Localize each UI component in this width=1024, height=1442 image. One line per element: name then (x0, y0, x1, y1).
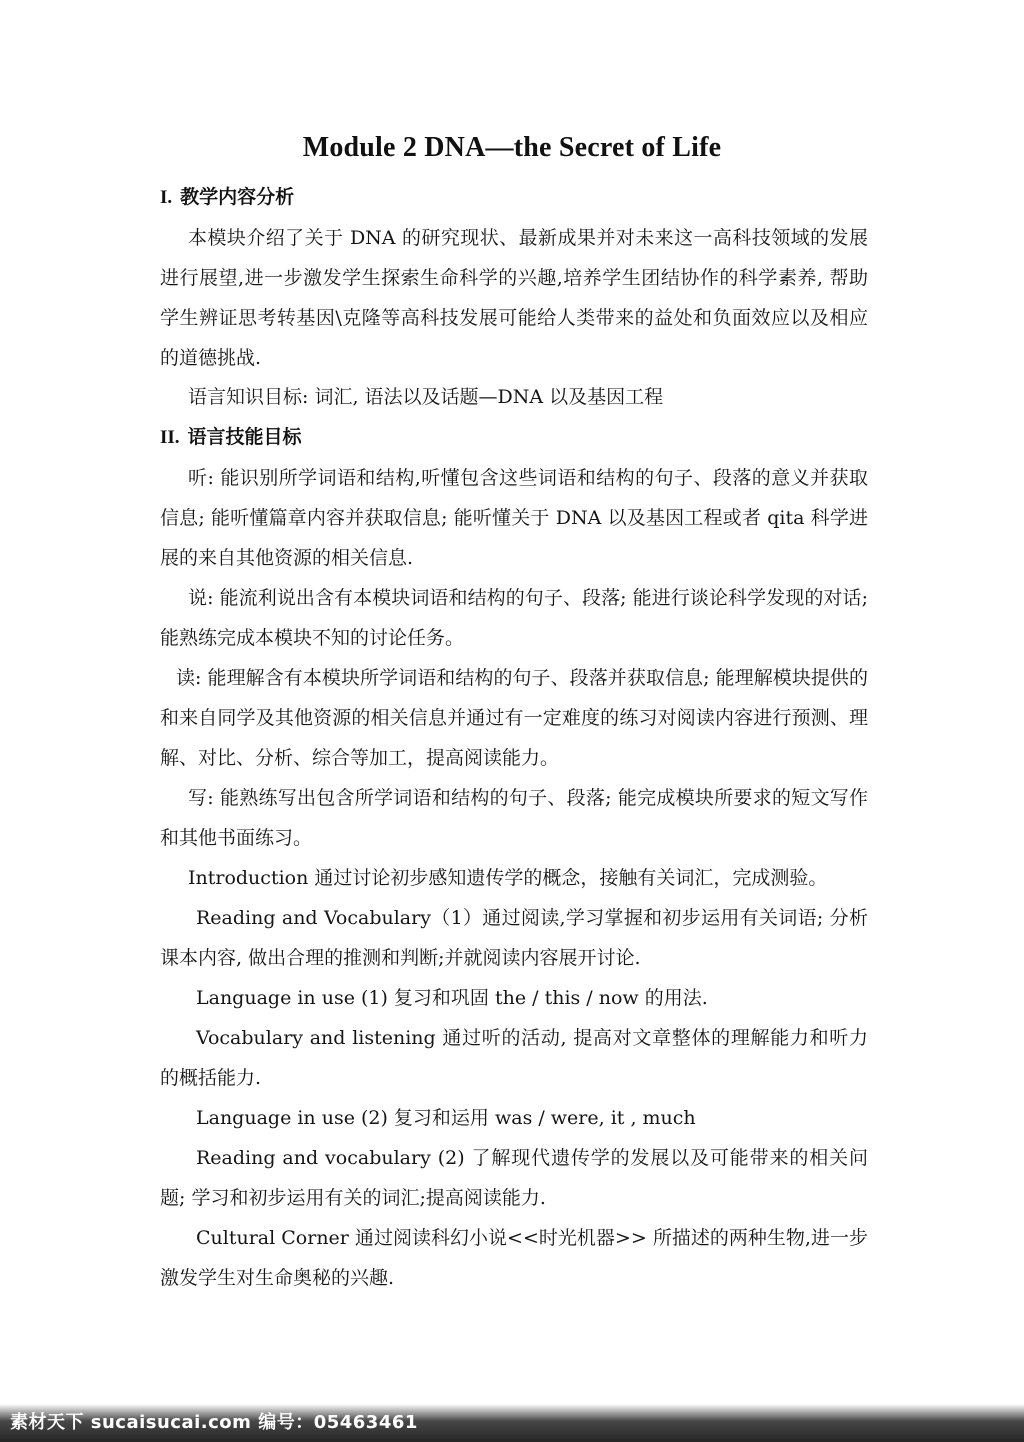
document-title: Module 2 DNA—the Secret of Life (302, 132, 722, 163)
section-number-1: I. (160, 187, 173, 208)
introduction-paragraph: Introduction 通过讨论初步感知遗传学的概念，接触有关词汇，完成测验。 (188, 867, 828, 889)
watermark-text: 素材天下 sucaisucai.com 编号：05463461 (10, 1412, 418, 1433)
section-title-1: 教学内容分析 (180, 186, 295, 208)
language-in-use-2-paragraph: Language in use (2) 复习和运用 was / were, it , much (196, 1107, 696, 1129)
reading-vocabulary-2-paragraph: Reading and vocabulary (2) 了解现代遗传学的发展以及可能带来的相关问题; 学习和初步运用有关的词汇;提高阅读能力. (160, 1147, 868, 1209)
section-title-2: 语言技能目标 (187, 426, 302, 448)
reading-vocabulary-1-paragraph: Reading and Vocabulary（1）通过阅读,学习掌握和初步运用有关词语; 分析课本内容, 做出合理的推测和判断;并就阅读内容展开讨论. (160, 907, 868, 969)
cultural-corner-paragraph: Cultural Corner 通过阅读科幻小说<<时光机器>> 所描述的两种生物,进一步激发学生对生命奥秘的兴趣. (160, 1227, 868, 1289)
speaking-goal-paragraph: 说: 能流利说出含有本模块词语和结构的句子、段落; 能进行谈论科学发现的对话; 能熟练完成本模块不知的讨论任务。 (160, 587, 868, 649)
reading-goal-paragraph: 读: 能理解含有本模块所学词语和结构的句子、段落并获取信息; 能理解模块提供的和来自同学及其他资源的相关信息并通过有一定难度的练习对阅读内容进行预测、理解、对比、分析、综合等加工，提高阅读能力。 (160, 667, 868, 769)
section-heading-1 (160, 188, 294, 207)
vocabulary-listening-paragraph: Vocabulary and listening 通过听的活动, 提高对文章整体的理解能力和听力的概括能力. (160, 1027, 868, 1089)
section-heading-2 (160, 428, 302, 447)
watermark-bar (0, 1404, 1024, 1442)
language-knowledge-goal: 语言知识目标: 词汇, 语法以及话题—DNA 以及基因工程 (188, 386, 664, 408)
section-number-2: II. (160, 427, 180, 448)
language-in-use-1-paragraph: Language in use (1) 复习和巩固 the / this / now 的用法. (196, 987, 708, 1009)
listening-goal-paragraph: 听: 能识别所学词语和结构,听懂包含这些词语和结构的句子、段落的意义并获取信息; 能听懂篇章内容并获取信息; 能听懂关于 DNA 以及基因工程或者 qita 科学进展的来自其他资源的相关信息. (160, 467, 868, 569)
content-analysis-paragraph: 本模块介绍了关于 DNA 的研究现状、最新成果并对未来这一高科技领域的发展进行展望,进一步激发学生探索生命科学的兴趣,培养学生团结协作的科学素养, 帮助学生辨证思考转基因\克隆等高科技发展可能给人类带来的益处和负面效应以及相应的道德挑战. (160, 227, 868, 369)
writing-goal-paragraph: 写: 能熟练写出包含所学词语和结构的句子、段落; 能完成模块所要求的短文写作和其他书面练习。 (160, 787, 868, 849)
